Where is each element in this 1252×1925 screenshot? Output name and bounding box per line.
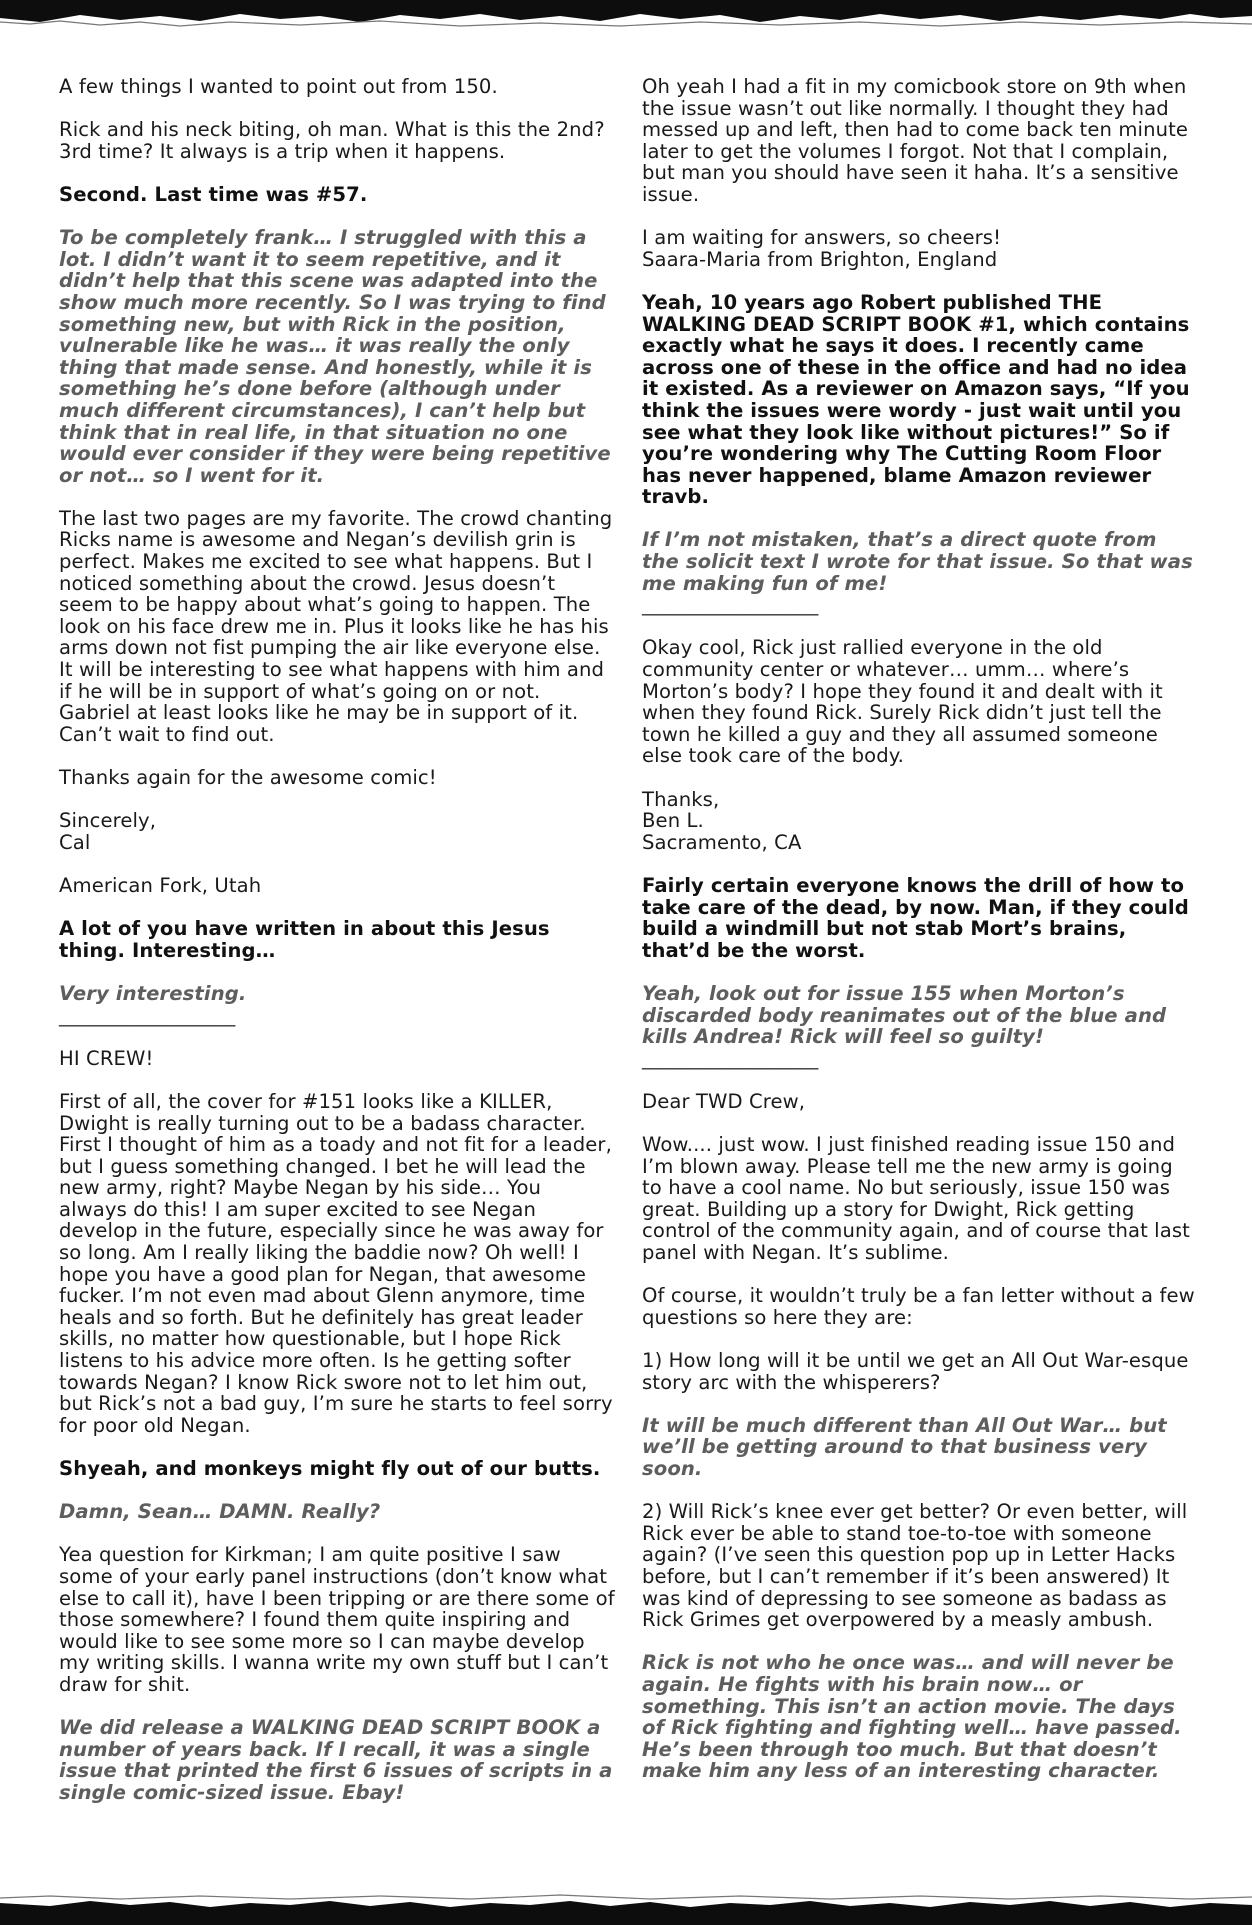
editor-reply-bold: Fairly certain everyone knows the drill of how to take care of the dead, by now. Man, if they could build a windmill but not stab Mort’s brains, that’d be the worst.	[642, 873, 1189, 962]
torn-top-border	[0, 0, 1252, 30]
editor-reply-italic: If I’m not mistaken, that’s a direct quote from the solicit text I wrote for that issue. So that was me making fun of me!	[642, 528, 1193, 595]
reader-letter-paragraph: Yea question for Kirkman; I am quite positive I saw some of your early panel instructions (don’t know what else to call it), have I been tripping or are there some of those somewhere? I found them quite inspiring and would like to see some more so I can maybe develop my writing skills. I wanna write my own stuff but I can’t draw for shit.	[59, 1543, 615, 1696]
editor-reply-italic: Rick is not who he once was… and will never be again. He fights with his brain now… or something. This isn’t an action movie. The days of Rick fighting and fighting well… have passed. He’s been through too much. But that doesn’t make him any less of an interesting character.	[642, 1651, 1182, 1783]
editor-reply-bold: A lot of you have written in about this Jesus thing. Interesting…	[59, 917, 550, 962]
reader-letter-paragraph: Oh yeah I had a fit in my comicbook store on 9th when the issue wasn’t out like normally. I thought they had messed up and left, then had to come back ten minute later to get the volumes I forgot. Not that I complain, but man you should have seen it haha. It’s a sensitive issue.	[642, 75, 1189, 206]
reader-letter-paragraph: A few things I wanted to point out from 150.	[59, 75, 498, 98]
reader-letter-paragraph: I am waiting for answers, so cheers! Saara-Maria from Brighton, England	[642, 226, 1002, 271]
reader-letter-paragraph: American Fork, Utah	[59, 873, 262, 897]
reader-letter-paragraph: Thanks again for the awesome comic!	[59, 766, 437, 789]
reader-letter-paragraph: Okay cool, Rick just rallied everyone in the old community center or whatever… umm… where’s Morton’s body? I hope they found it and dealt with it when they found Rick. Surely Rick didn’t just tell the town he killed a guy and they all assumed someone else took care of the body.	[642, 636, 1163, 768]
editor-reply-italic: Damn, Sean… DAMN. Really?	[59, 1500, 381, 1524]
reader-letter-paragraph: 1) How long will it be until we get an All Out War-esque story arc with the whisperers?	[642, 1349, 1189, 1394]
reader-letter-paragraph: 2) Will Rick’s knee ever get better? Or even better, will Rick ever be able to stand toe-to-toe with someone again? (I’ve seen this question pop up in Letter Hacks before, but I can’t remember if it’s been answered) It was kind of depressing to see someone as badass as Rick Grimes get overpowered by a measly ambush.	[642, 1500, 1188, 1632]
right-column	[642, 76, 1198, 1804]
left-column	[59, 76, 615, 1825]
reader-letter-paragraph: The last two pages are my favorite. The crowd chanting Ricks name is awesome and Negan’s devilish grin is perfect. Makes me excited to see what happens. But I noticed something about the crowd. Jesus doesn’t seem to be happy about what’s going to happen. The look on his face drew me in. Plus it looks like he has his arms down not fist pumping the air like everyone else. It will be interesting to see what happens with him and if he will be in support of what’s going on or not. Gabriel at least looks like he may be in support of it. Can’t wait to find out.	[59, 506, 613, 746]
reader-letter-paragraph: Rick and his neck biting, oh man. What is this the 2nd? 3rd time? It always is a trip when it happens.	[59, 118, 605, 163]
editor-reply-bold: Second. Last time was #57.	[59, 182, 368, 206]
reader-letter-paragraph: First of all, the cover for #151 looks like a KILLER, Dwight is really turning out to be a badass character. First I thought of him as a toady and not fit for a leader, but I guess something changed. I bet he will lead the new army, right? Maybe Negan by his side… You always do this! I am super excited to see Negan develop in the future, especially since he was away for so long. Am I really liking the baddie now? Oh well! I hope you have a good plan for Negan, that awesome fucker. I’m not even mad about Glenn anymore, time heals and so forth. But he definitely has great leader skills, no matter how questionable, but I hope Rick listens to his advice more often. Is he getting softer towards Negan? I know Rick swore not to let him out, but Rick’s not a bad guy, I’m sure he starts to feel sorry for poor old Negan.	[59, 1089, 613, 1437]
reader-letter-paragraph: Sincerely, Cal	[59, 809, 157, 854]
section-divider: __________________	[642, 1046, 819, 1070]
section-divider: __________________	[59, 1003, 236, 1027]
editor-reply-italic: It will be much different than All Out War… but we’ll be getting around to that business very soon.	[642, 1413, 1167, 1480]
reader-letter-paragraph: Thanks, Ben L. Sacramento, CA	[642, 787, 802, 854]
editor-reply-bold: Shyeah, and monkeys might fly out of our butts.	[59, 1457, 601, 1480]
section-divider: __________________	[642, 593, 819, 617]
reader-letter-paragraph: Wow.... just wow. I just finished reading issue 150 and I’m blown away. Please tell me the new army is going to have a cool name. No but seriously, issue 150 was great. Building up a story for Dwight, Rick getting control of the community again, and of course that last panel with Negan. It’s sublime.	[642, 1133, 1190, 1265]
torn-bottom-border	[0, 1893, 1252, 1925]
reader-letter-paragraph: Of course, it wouldn’t truly be a fan letter without a few questions so here they are:	[642, 1284, 1195, 1329]
reader-letter-paragraph: HI CREW!	[59, 1046, 154, 1070]
editor-reply-italic: To be completely frank… I struggled with this a lot. I didn’t want it to seem repetitive, and it didn’t help that this scene was adapted into the show much more recently. So I was trying to find something new, but with Rick in the position, vulnerable like he was… it was really the only thing that made sense. And honestly, while it is something he’s done before (although under much different circumstances), I can’t help but think that in real life, in that situation no one would ever consider if they were being repetitive or not… so I went for it.	[59, 226, 611, 487]
editor-reply-bold: Yeah, 10 years ago Robert published THE WALKING DEAD SCRIPT BOOK #1, which contains exactly what he says it does. I recently came across one of these in the office and had no idea it existed. As a reviewer on Amazon says, “If you think the issues were wordy - just wait until you see what they look like without pictures!” So if you’re wondering why The Cutting Room Floor has never happened, blame Amazon reviewer travb.	[642, 290, 1190, 509]
reader-letter-paragraph: Dear TWD Crew,	[642, 1089, 806, 1113]
editor-reply-italic: Yeah, look out for issue 155 when Morton’s discarded body reanimates out of the blue and kills Andrea! Rick will feel so guilty!	[642, 981, 1167, 1049]
editor-reply-italic: We did release a WALKING DEAD SCRIPT BOOK a number of years back. If I recall, it was a single issue that printed the first 6 issues of scripts in a single comic-sized issue. Ebay!	[59, 1716, 613, 1804]
editor-reply-italic: Very interesting.	[59, 981, 247, 1005]
